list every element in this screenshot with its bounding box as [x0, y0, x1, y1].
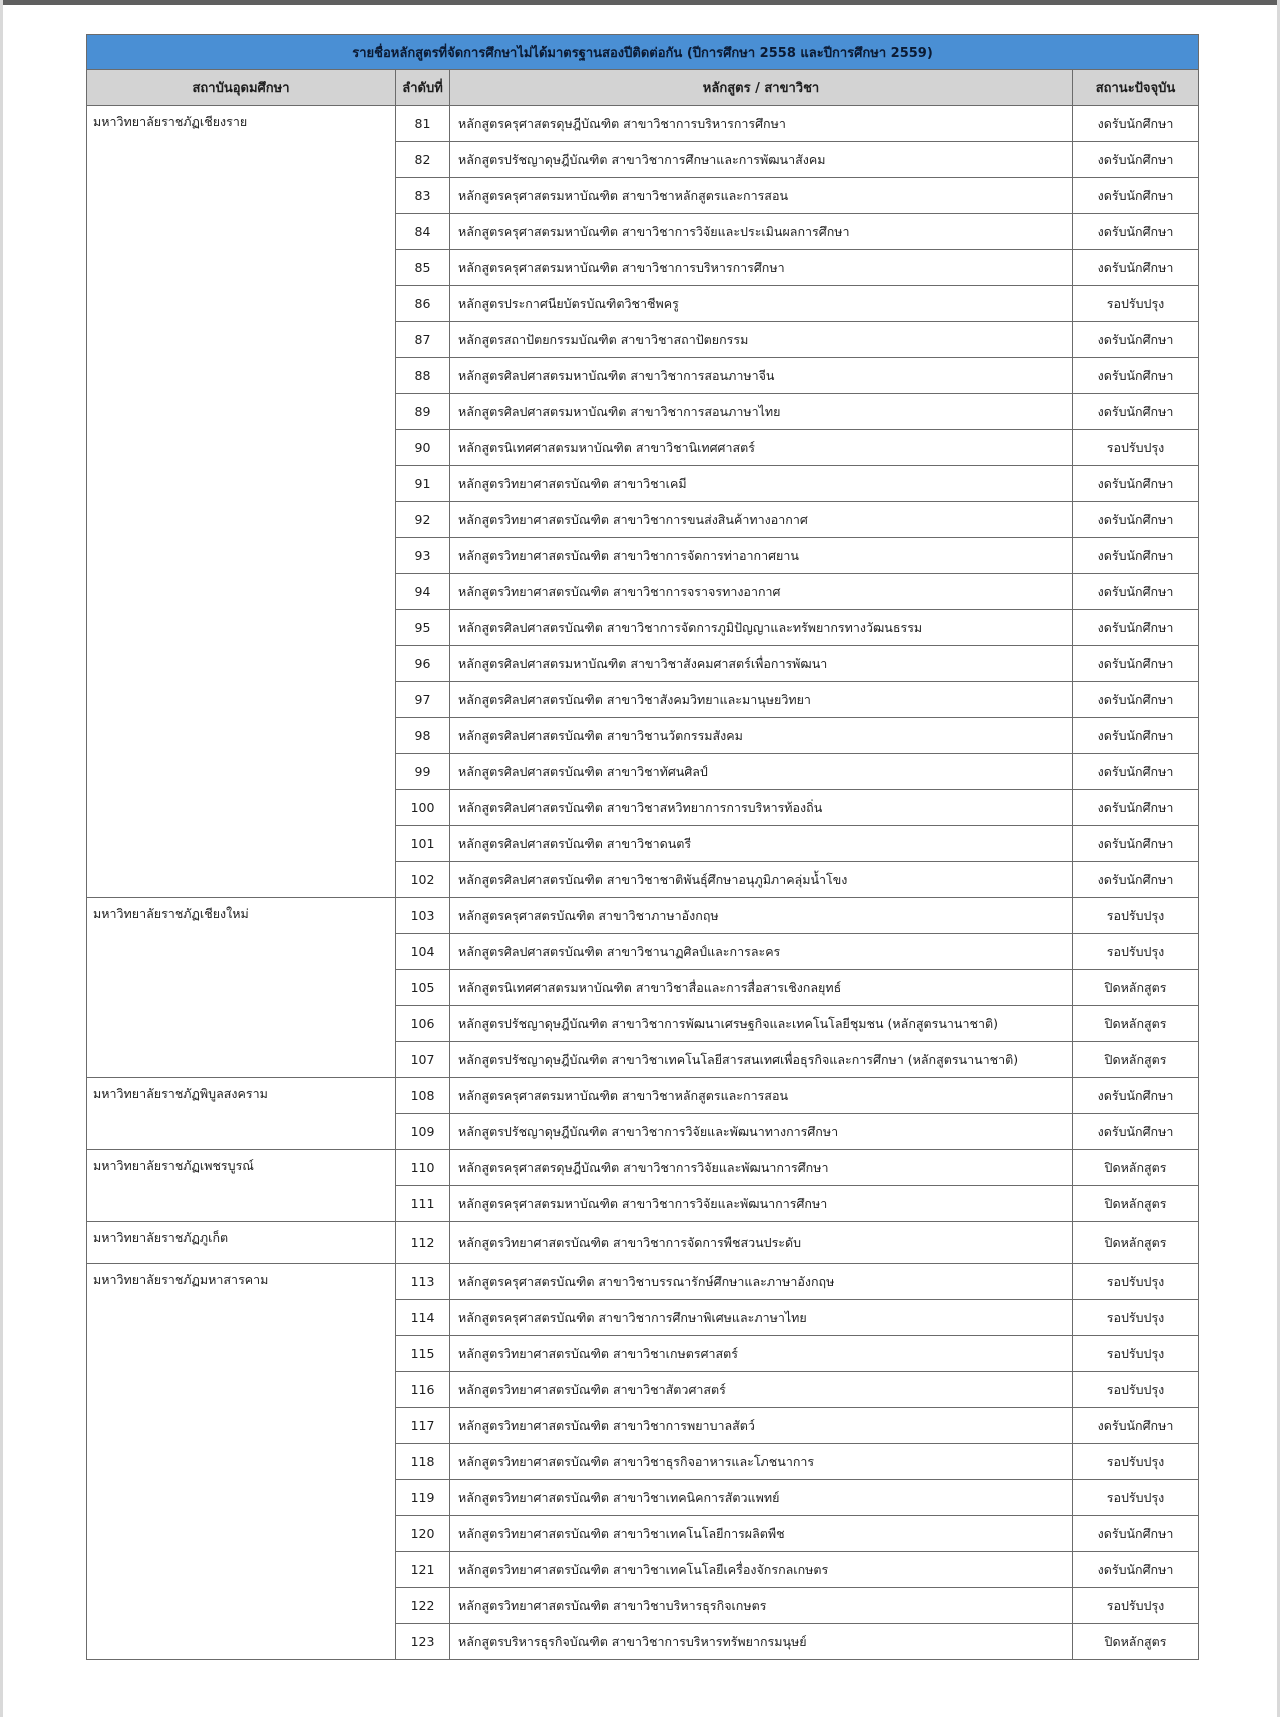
row-number-cell: 123: [396, 1624, 450, 1660]
institution-cell: มหาวิทยาลัยราชภัฏพิบูลสงคราม: [87, 1078, 396, 1150]
table-body: [87, 106, 1199, 1660]
row-number-cell: 94: [396, 574, 450, 610]
institution-cell: มหาวิทยาลัยราชภัฏเชียงใหม่: [87, 898, 396, 1078]
row-number-cell: 113: [396, 1264, 450, 1300]
course-cell: หลักสูตรวิทยาศาสตรบัณฑิต สาขาวิชาสัตวศาสตร์: [450, 1372, 1073, 1408]
status-cell: งดรับนักศึกษา: [1073, 106, 1199, 142]
status-cell: รอปรับปรุง: [1073, 430, 1199, 466]
header-number: ลำดับที่: [396, 70, 450, 106]
status-cell: งดรับนักศึกษา: [1073, 790, 1199, 826]
course-cell: หลักสูตรบริหารธุรกิจบัณฑิต สาขาวิชาการบริหารทรัพยากรมนุษย์: [450, 1624, 1073, 1660]
status-cell: งดรับนักศึกษา: [1073, 538, 1199, 574]
status-cell: งดรับนักศึกษา: [1073, 862, 1199, 898]
status-cell: งดรับนักศึกษา: [1073, 250, 1199, 286]
table-row: [87, 106, 1199, 142]
row-number-cell: 112: [396, 1222, 450, 1264]
row-number-cell: 81: [396, 106, 450, 142]
row-number-cell: 86: [396, 286, 450, 322]
course-cell: หลักสูตรครุศาสตรดุษฎีบัณฑิต สาขาวิชาการบริหารการศึกษา: [450, 106, 1073, 142]
course-cell: หลักสูตรนิเทศศาสตรมหาบัณฑิต สาขาวิชานิเทศศาสตร์: [450, 430, 1073, 466]
course-cell: หลักสูตรครุศาสตรบัณฑิต สาขาวิชาภาษาอังกฤษ: [450, 898, 1073, 934]
status-cell: งดรับนักศึกษา: [1073, 754, 1199, 790]
status-cell: รอปรับปรุง: [1073, 898, 1199, 934]
status-cell: งดรับนักศึกษา: [1073, 682, 1199, 718]
row-number-cell: 87: [396, 322, 450, 358]
status-cell: ปิดหลักสูตร: [1073, 1042, 1199, 1078]
status-cell: รอปรับปรุง: [1073, 1588, 1199, 1624]
row-number-cell: 90: [396, 430, 450, 466]
course-cell: หลักสูตรศิลปศาสตรบัณฑิต สาขาวิชาชาติพันธุ์ศึกษาอนุภูมิภาคลุ่มน้ำโขง: [450, 862, 1073, 898]
row-number-cell: 120: [396, 1516, 450, 1552]
row-number-cell: 89: [396, 394, 450, 430]
status-cell: งดรับนักศึกษา: [1073, 574, 1199, 610]
status-cell: ปิดหลักสูตร: [1073, 1006, 1199, 1042]
row-number-cell: 111: [396, 1186, 450, 1222]
status-cell: งดรับนักศึกษา: [1073, 1516, 1199, 1552]
status-cell: รอปรับปรุง: [1073, 1300, 1199, 1336]
institution-cell: มหาวิทยาลัยราชภัฏเชียงราย: [87, 106, 396, 898]
course-cell: หลักสูตรครุศาสตรมหาบัณฑิต สาขาวิชาการบริหารการศึกษา: [450, 250, 1073, 286]
window-left-border: [0, 0, 3, 1717]
header-status: สถานะปัจจุบัน: [1073, 70, 1199, 106]
status-cell: งดรับนักศึกษา: [1073, 1408, 1199, 1444]
status-cell: งดรับนักศึกษา: [1073, 1552, 1199, 1588]
status-cell: ปิดหลักสูตร: [1073, 1186, 1199, 1222]
course-cell: หลักสูตรครุศาสตรมหาบัณฑิต สาขาวิชาหลักสูตรและการสอน: [450, 1078, 1073, 1114]
status-cell: ปิดหลักสูตร: [1073, 1150, 1199, 1186]
institution-cell: มหาวิทยาลัยราชภัฏเพชรบูรณ์: [87, 1150, 396, 1222]
status-cell: ปิดหลักสูตร: [1073, 1624, 1199, 1660]
course-cell: หลักสูตรวิทยาศาสตรบัณฑิต สาขาวิชาบริหารธุรกิจเกษตร: [450, 1588, 1073, 1624]
table-row: [87, 898, 1199, 934]
status-cell: รอปรับปรุง: [1073, 1264, 1199, 1300]
course-cell: หลักสูตรศิลปศาสตรบัณฑิต สาขาวิชาทัศนศิลป์: [450, 754, 1073, 790]
row-number-cell: 119: [396, 1480, 450, 1516]
row-number-cell: 109: [396, 1114, 450, 1150]
status-cell: รอปรับปรุง: [1073, 1444, 1199, 1480]
course-cell: หลักสูตรครุศาสตรบัณฑิต สาขาวิชาการศึกษาพิเศษและภาษาไทย: [450, 1300, 1073, 1336]
course-cell: หลักสูตรวิทยาศาสตรบัณฑิต สาขาวิชาการพยาบาลสัตว์: [450, 1408, 1073, 1444]
row-number-cell: 106: [396, 1006, 450, 1042]
course-cell: หลักสูตรวิทยาศาสตรบัณฑิต สาขาวิชาการจัดการพืชสวนประดับ: [450, 1222, 1073, 1264]
course-cell: หลักสูตรวิทยาศาสตรบัณฑิต สาขาวิชาเทคนิคการสัตวแพทย์: [450, 1480, 1073, 1516]
curriculum-table: [86, 34, 1199, 1660]
course-cell: หลักสูตรวิทยาศาสตรบัณฑิต สาขาวิชาเคมี: [450, 466, 1073, 502]
course-cell: หลักสูตรวิทยาศาสตรบัณฑิต สาขาวิชาการจัดการท่าอากาศยาน: [450, 538, 1073, 574]
course-cell: หลักสูตรประกาศนียบัตรบัณฑิตวิชาชีพครู: [450, 286, 1073, 322]
course-cell: หลักสูตรปรัชญาดุษฎีบัณฑิต สาขาวิชาการพัฒนาเศรษฐกิจและเทคโนโลยีชุมชน (หลักสูตรนานาชาติ): [450, 1006, 1073, 1042]
status-cell: ปิดหลักสูตร: [1073, 1222, 1199, 1264]
status-cell: งดรับนักศึกษา: [1073, 718, 1199, 754]
status-cell: งดรับนักศึกษา: [1073, 826, 1199, 862]
row-number-cell: 91: [396, 466, 450, 502]
row-number-cell: 103: [396, 898, 450, 934]
status-cell: ปิดหลักสูตร: [1073, 970, 1199, 1006]
course-cell: หลักสูตรศิลปศาสตรมหาบัณฑิต สาขาวิชาการสอนภาษาไทย: [450, 394, 1073, 430]
status-cell: รอปรับปรุง: [1073, 1480, 1199, 1516]
course-cell: หลักสูตรครุศาสตรมหาบัณฑิต สาขาวิชาการวิจัยและประเมินผลการศึกษา: [450, 214, 1073, 250]
table-row: [87, 1222, 1199, 1264]
row-number-cell: 100: [396, 790, 450, 826]
status-cell: งดรับนักศึกษา: [1073, 1114, 1199, 1150]
status-cell: รอปรับปรุง: [1073, 1336, 1199, 1372]
status-cell: รอปรับปรุง: [1073, 934, 1199, 970]
row-number-cell: 97: [396, 682, 450, 718]
status-cell: งดรับนักศึกษา: [1073, 466, 1199, 502]
row-number-cell: 98: [396, 718, 450, 754]
row-number-cell: 104: [396, 934, 450, 970]
course-cell: หลักสูตรวิทยาศาสตรบัณฑิต สาขาวิชาเทคโนโลยีการผลิตพืช: [450, 1516, 1073, 1552]
course-cell: หลักสูตรศิลปศาสตรบัณฑิต สาขาวิชานาฏศิลป์และการละคร: [450, 934, 1073, 970]
row-number-cell: 110: [396, 1150, 450, 1186]
status-cell: งดรับนักศึกษา: [1073, 610, 1199, 646]
row-number-cell: 121: [396, 1552, 450, 1588]
course-cell: หลักสูตรศิลปศาสตรบัณฑิต สาขาวิชาดนตรี: [450, 826, 1073, 862]
course-cell: หลักสูตรศิลปศาสตรบัณฑิต สาขาวิชาสังคมวิทยาและมานุษยวิทยา: [450, 682, 1073, 718]
row-number-cell: 85: [396, 250, 450, 286]
course-cell: หลักสูตรนิเทศศาสตรมหาบัณฑิต สาขาวิชาสื่อและการสื่อสารเชิงกลยุทธ์: [450, 970, 1073, 1006]
table-row: [87, 1150, 1199, 1186]
course-cell: หลักสูตรศิลปศาสตรมหาบัณฑิต สาขาวิชาสังคมศาสตร์เพื่อการพัฒนา: [450, 646, 1073, 682]
row-number-cell: 107: [396, 1042, 450, 1078]
row-number-cell: 84: [396, 214, 450, 250]
status-cell: งดรับนักศึกษา: [1073, 646, 1199, 682]
table-row: [87, 1264, 1199, 1300]
course-cell: หลักสูตรสถาปัตยกรรมบัณฑิต สาขาวิชาสถาปัตยกรรม: [450, 322, 1073, 358]
status-cell: งดรับนักศึกษา: [1073, 394, 1199, 430]
course-cell: หลักสูตรศิลปศาสตรบัณฑิต สาขาวิชาสหวิทยาการการบริหารท้องถิ่น: [450, 790, 1073, 826]
header-institution: สถาบันอุดมศึกษา: [87, 70, 396, 106]
row-number-cell: 122: [396, 1588, 450, 1624]
table-title: รายชื่อหลักสูตรที่จัดการศึกษาไม่ได้มาตรฐานสองปีติดต่อกัน (ปีการศึกษา 2558 และปีการศึกษา 2559): [87, 35, 1199, 70]
header-course: หลักสูตร / สาขาวิชา: [450, 70, 1073, 106]
row-number-cell: 101: [396, 826, 450, 862]
window-top-border: [0, 0, 1280, 5]
course-cell: หลักสูตรศิลปศาสตรบัณฑิต สาขาวิชานวัตกรรมสังคม: [450, 718, 1073, 754]
row-number-cell: 117: [396, 1408, 450, 1444]
row-number-cell: 92: [396, 502, 450, 538]
course-cell: หลักสูตรปรัชญาดุษฎีบัณฑิต สาขาวิชาการวิจัยและพัฒนาทางการศึกษา: [450, 1114, 1073, 1150]
institution-cell: มหาวิทยาลัยราชภัฏมหาสารคาม: [87, 1264, 396, 1660]
course-cell: หลักสูตรครุศาสตรมหาบัณฑิต สาขาวิชาหลักสูตรและการสอน: [450, 178, 1073, 214]
row-number-cell: 83: [396, 178, 450, 214]
row-number-cell: 95: [396, 610, 450, 646]
status-cell: รอปรับปรุง: [1073, 1372, 1199, 1408]
row-number-cell: 114: [396, 1300, 450, 1336]
course-cell: หลักสูตรครุศาสตรมหาบัณฑิต สาขาวิชาการวิจัยและพัฒนาการศึกษา: [450, 1186, 1073, 1222]
row-number-cell: 105: [396, 970, 450, 1006]
status-cell: งดรับนักศึกษา: [1073, 502, 1199, 538]
table-row: [87, 1078, 1199, 1114]
row-number-cell: 96: [396, 646, 450, 682]
row-number-cell: 93: [396, 538, 450, 574]
row-number-cell: 82: [396, 142, 450, 178]
row-number-cell: 88: [396, 358, 450, 394]
status-cell: งดรับนักศึกษา: [1073, 1078, 1199, 1114]
course-cell: หลักสูตรปรัชญาดุษฎีบัณฑิต สาขาวิชาการศึกษาและการพัฒนาสังคม: [450, 142, 1073, 178]
course-cell: หลักสูตรวิทยาศาสตรบัณฑิต สาขาวิชาเกษตรศาสตร์: [450, 1336, 1073, 1372]
institution-cell: มหาวิทยาลัยราชภัฏภูเก็ต: [87, 1222, 396, 1264]
status-cell: งดรับนักศึกษา: [1073, 178, 1199, 214]
document-page: [86, 34, 1198, 1660]
row-number-cell: 116: [396, 1372, 450, 1408]
row-number-cell: 99: [396, 754, 450, 790]
status-cell: งดรับนักศึกษา: [1073, 322, 1199, 358]
status-cell: รอปรับปรุง: [1073, 286, 1199, 322]
row-number-cell: 115: [396, 1336, 450, 1372]
course-cell: หลักสูตรครุศาสตรดุษฎีบัณฑิต สาขาวิชาการวิจัยและพัฒนาการศึกษา: [450, 1150, 1073, 1186]
row-number-cell: 102: [396, 862, 450, 898]
course-cell: หลักสูตรศิลปศาสตรบัณฑิต สาขาวิชาการจัดการภูมิปัญญาและทรัพยากรทางวัฒนธรรม: [450, 610, 1073, 646]
row-number-cell: 108: [396, 1078, 450, 1114]
row-number-cell: 118: [396, 1444, 450, 1480]
status-cell: งดรับนักศึกษา: [1073, 142, 1199, 178]
course-cell: หลักสูตรวิทยาศาสตรบัณฑิต สาขาวิชาเทคโนโลยีเครื่องจักรกลเกษตร: [450, 1552, 1073, 1588]
course-cell: หลักสูตรครุศาสตรบัณฑิต สาขาวิชาบรรณารักษ์ศึกษาและภาษาอังกฤษ: [450, 1264, 1073, 1300]
status-cell: งดรับนักศึกษา: [1073, 214, 1199, 250]
status-cell: งดรับนักศึกษา: [1073, 358, 1199, 394]
course-cell: หลักสูตรศิลปศาสตรมหาบัณฑิต สาขาวิชาการสอนภาษาจีน: [450, 358, 1073, 394]
course-cell: หลักสูตรปรัชญาดุษฎีบัณฑิต สาขาวิชาเทคโนโลยีสารสนเทศเพื่อธุรกิจและการศึกษา (หลักสูตรนานาชาติ): [450, 1042, 1073, 1078]
course-cell: หลักสูตรวิทยาศาสตรบัณฑิต สาขาวิชาธุรกิจอาหารและโภชนาการ: [450, 1444, 1073, 1480]
course-cell: หลักสูตรวิทยาศาสตรบัณฑิต สาขาวิชาการขนส่งสินค้าทางอากาศ: [450, 502, 1073, 538]
course-cell: หลักสูตรวิทยาศาสตรบัณฑิต สาขาวิชาการจราจรทางอากาศ: [450, 574, 1073, 610]
